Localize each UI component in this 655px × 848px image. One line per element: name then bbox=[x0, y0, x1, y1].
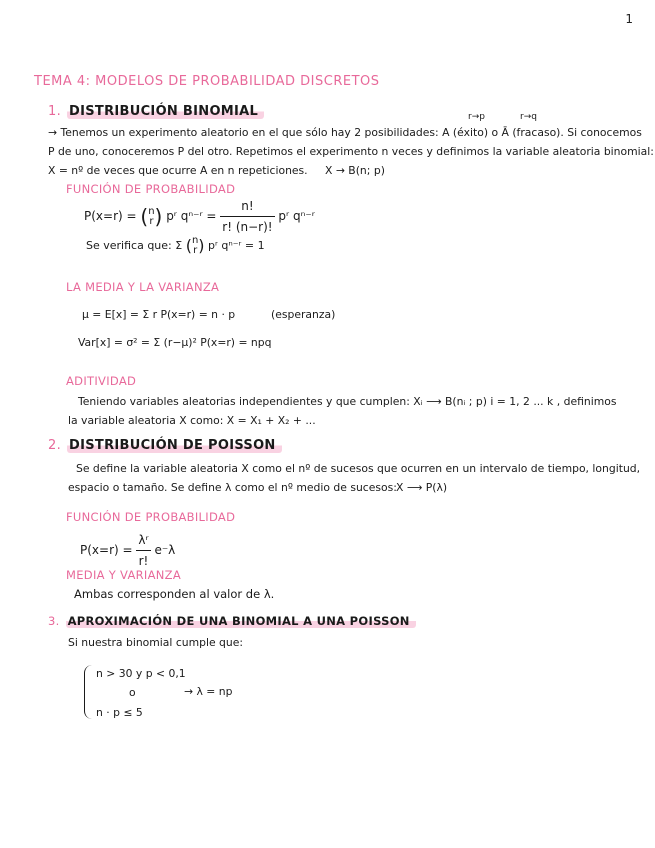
section-2-heading bbox=[48, 438, 282, 453]
binomial-verify: Se verifica que: Σ ( n r ) pʳ qⁿ⁻ʳ = 1 bbox=[86, 235, 265, 256]
subheading-binomial-prob: FUNCIÓN DE PROBABILIDAD bbox=[66, 182, 236, 196]
q-annotation: r→q bbox=[520, 112, 537, 122]
section-3-title: APROXIMACIÓN DE UNA BINOMIAL A UNA POISSON bbox=[66, 614, 416, 628]
approximation-result: → λ = np bbox=[184, 685, 233, 698]
binomial-line-2: P de uno, conoceremos P del otro. Repetimos el experimento n veces y definimos la variable aleatoria binomial: bbox=[48, 145, 654, 158]
mean-formula: μ = E[x] = Σ r P(x=r) = n · p bbox=[82, 308, 236, 321]
section-1-number: 1. bbox=[48, 104, 62, 119]
subheading-poisson-prob: FUNCIÓN DE PROBABILIDAD bbox=[66, 510, 236, 524]
poisson-fraction bbox=[136, 530, 150, 571]
binomial-line-1: → Tenemos un experimento aleatorio en el que sólo hay 2 posibilidades: A (éxito) o Ā (fracaso). Si conocemos bbox=[48, 126, 642, 139]
binomial-notation: X → B(n; p) bbox=[325, 164, 385, 177]
section-1-heading bbox=[48, 104, 264, 119]
additivity-line-1: Teniendo variables aleatorias independientes y que cumplen: Xᵢ ⟶ B(nᵢ ; p) i = 1, 2 ... k , definimos bbox=[78, 395, 617, 408]
binomial-formula-tail: pʳ qⁿ⁻ʳ bbox=[278, 209, 315, 223]
section-1-title: DISTRIBUCIÓN BINOMIAL bbox=[67, 104, 264, 119]
binomial-line-3: X = nº de veces que ocurre A en n repeticiones. bbox=[48, 164, 308, 177]
variance-formula: Var[x] = σ² = Σ (r−μ)² P(x=r) = npq bbox=[78, 336, 272, 349]
p-annotation: r→p bbox=[468, 112, 485, 122]
condition-or: o bbox=[129, 686, 136, 699]
page-number: 1 bbox=[625, 12, 633, 26]
subheading-poisson-mean-variance: MEDIA Y VARIANZA bbox=[66, 568, 182, 582]
poisson-formula-lhs: P(x=r) = bbox=[80, 543, 133, 557]
condition-2: n · p ≤ 5 bbox=[96, 706, 143, 719]
verify-binom-top: n bbox=[191, 235, 199, 246]
section-2-title: DISTRIBUCIÓN DE POISSON bbox=[67, 438, 282, 453]
binomial-formula-lhs: P(x=r) = bbox=[84, 209, 137, 223]
fraction-denominator: r! (n−r)! bbox=[222, 220, 273, 234]
poisson-mean-text: Ambas corresponden al valor de λ. bbox=[74, 587, 275, 601]
binomial-formula-mid: pʳ qⁿ⁻ʳ = bbox=[166, 209, 217, 223]
fraction-numerator: n! bbox=[220, 196, 274, 217]
verify-prefix: Se verifica que: Σ bbox=[86, 239, 183, 252]
mean-note: (esperanza) bbox=[271, 308, 336, 321]
poisson-formula bbox=[80, 530, 175, 571]
poisson-formula-tail: e⁻λ bbox=[154, 543, 176, 557]
binom-bottom: r bbox=[149, 215, 154, 227]
binom-top: n bbox=[148, 205, 155, 217]
verify-suffix: pʳ qⁿ⁻ʳ = 1 bbox=[208, 239, 265, 252]
poisson-line-2: espacio o tamaño. Se define λ como el nº medio de sucesos: bbox=[68, 481, 397, 494]
page-title: TEMA 4: MODELOS DE PROBABILIDAD DISCRETOS bbox=[34, 74, 380, 89]
binomial-fraction bbox=[220, 196, 274, 237]
approximation-intro: Si nuestra binomial cumple que: bbox=[68, 636, 244, 649]
binomial-formula: P(x=r) = ( n r ) pʳ qⁿ⁻ʳ = $\frac{n!}{r! (n-r)!}$ pʳ qⁿ⁻ʳ bbox=[84, 196, 315, 237]
verify-binom-bottom: r bbox=[193, 245, 198, 256]
poisson-denominator: r! bbox=[138, 554, 149, 568]
poisson-line-1: Se define la variable aleatoria X como el nº de sucesos que ocurren en un intervalo de tiempo, longitud, bbox=[76, 462, 641, 475]
section-3-number: 3. bbox=[48, 614, 60, 628]
section-2-number: 2. bbox=[48, 438, 62, 453]
additivity-line-2: la variable aleatoria X como: X = X₁ + X₂ + ... bbox=[68, 414, 316, 427]
poisson-numerator: λʳ bbox=[136, 530, 150, 551]
subheading-mean-variance: LA MEDIA Y LA VARIANZA bbox=[66, 280, 220, 294]
subheading-additivity: ADITIVIDAD bbox=[66, 374, 137, 388]
condition-1: n > 30 y p < 0,1 bbox=[96, 667, 186, 680]
section-3-heading bbox=[48, 614, 416, 628]
poisson-notation: X ⟶ P(λ) bbox=[396, 481, 448, 494]
conditions-brace bbox=[84, 665, 95, 719]
